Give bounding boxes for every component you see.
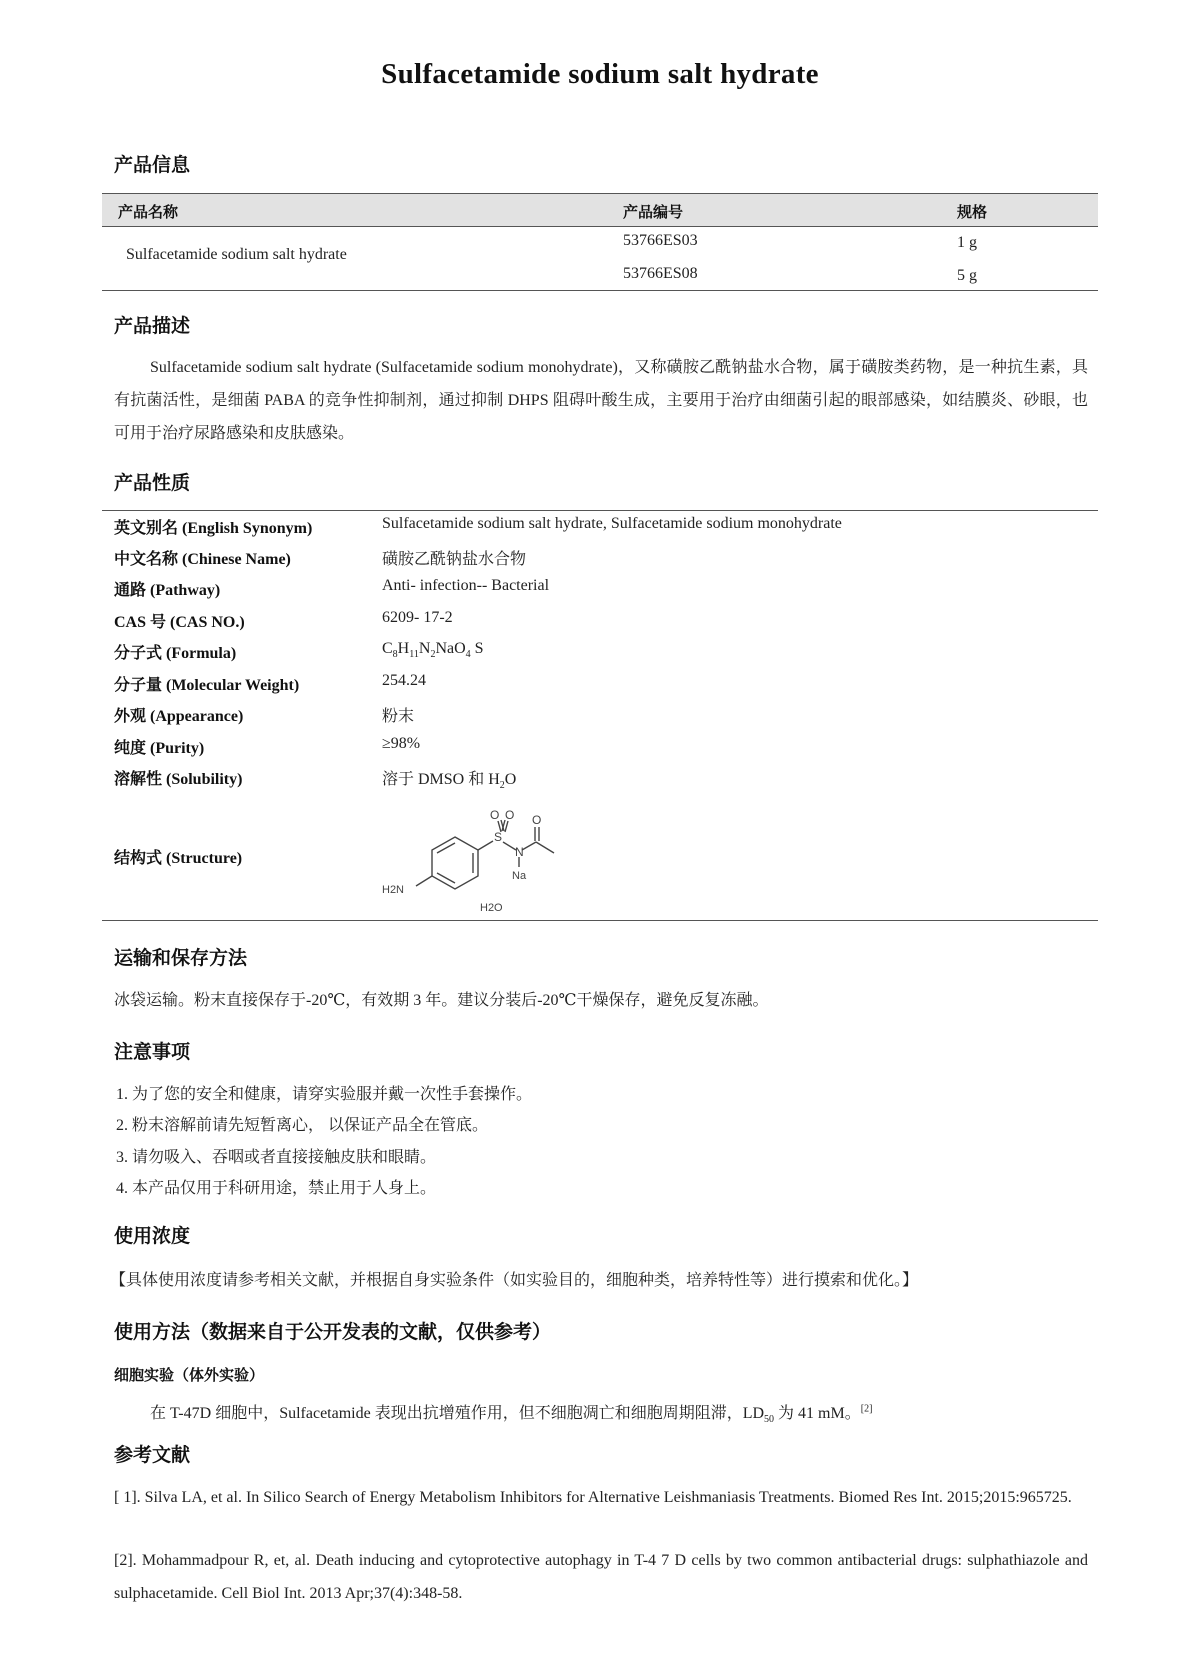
- product-code-cell: 53766ES08: [623, 265, 698, 282]
- property-label: 纯度 (Purity): [114, 740, 205, 757]
- formula-value: $C_8H_{11}N_2NaO_4$ S: [382, 640, 484, 661]
- property-label: CAS 号 (CAS NO.): [114, 614, 245, 631]
- property-row: [114, 845, 1094, 873]
- property-label: 中文名称 (Chinese Name): [114, 551, 291, 568]
- solubility-value: 溶于 DMSO 和 $H_2O$: [382, 771, 517, 792]
- heading-notes: 注意事项: [114, 1041, 191, 1063]
- oxygen-label: O: [505, 808, 515, 822]
- product-size-cell: 5 g: [957, 267, 977, 284]
- reference-item: [ 1]. Silva LA, et al. In Silico Search of Energy Metabolism Inhibitors for Alternative Leishmaniasis Treatments. Biomed Res Int. 2015;2015:965725.: [114, 1489, 1072, 1506]
- property-label: 溶解性 (Solubility): [114, 771, 243, 788]
- property-label: 英文别名 (English Synonym): [114, 520, 313, 537]
- concentration-text: 【具体使用浓度请参考相关文献，并根据自身实验条件（如实验目的，细胞种类，培养特性等）进行摸索和优化。】: [110, 1272, 919, 1289]
- heading-properties: 产品性质: [114, 472, 191, 494]
- product-code-cell: 53766ES03: [623, 232, 698, 249]
- product-name-cell: Sulfacetamide sodium salt hydrate: [126, 246, 347, 263]
- property-row: [114, 703, 1094, 731]
- heading-method: 使用方法（数据来自于公开发表的文献，仅供参考）: [114, 1321, 552, 1343]
- property-row: [114, 640, 1094, 668]
- note-item: 3. 请勿吸入、吞咽或者直接接触皮肤和眼睛。: [116, 1149, 437, 1166]
- property-row: [114, 546, 1094, 574]
- storage-text: 冰袋运输。粉末直接保存于-20℃，有效期 3 年。建议分装后-20℃干燥保存，避免反复冻融。: [114, 992, 769, 1009]
- heading-description: 产品描述: [114, 315, 191, 337]
- note-item: 1. 为了您的安全和健康，请穿实验服并戴一次性手套操作。: [116, 1086, 533, 1103]
- amine-label: H2N: [382, 884, 405, 896]
- property-row: [114, 609, 1094, 637]
- sulfur-label: S: [494, 830, 503, 844]
- property-value: 6209- 17-2: [382, 609, 453, 626]
- product-size-cell: 1 g: [957, 234, 977, 251]
- property-row: [114, 577, 1094, 605]
- chemical-structure: [370, 795, 580, 915]
- table-bottom-rule: [102, 290, 1098, 291]
- heading-references: 参考文献: [114, 1444, 191, 1466]
- property-value: 粉末: [382, 708, 415, 725]
- nitrogen-label: N: [515, 845, 524, 859]
- property-row: [114, 515, 1094, 543]
- property-value: Sulfacetamide sodium salt hydrate, Sulfacetamide sodium monohydrate: [382, 515, 842, 532]
- water-label: H2O: [480, 902, 503, 914]
- reference-item: [2]. Mohammadpour R, et, al. Death inducing and cytoprotective autophagy in T-4 7 D cells by two common antibacterial drugs: sulphathiazole and sulphacetamide. Cell Biol Int. 2013 Apr;37(4):348-58.: [114, 1552, 1088, 1602]
- method-text: 在 T-47D 细胞中，Sulfacetamide 表现出抗增殖作用，但不细胞凋亡和细胞周期阻滞，$LD_{50}$ 为 41 mM。[2]: [150, 1403, 873, 1426]
- column-product-name: 产品名称: [118, 203, 179, 221]
- property-value: ≥98%: [382, 735, 421, 752]
- property-row: [114, 672, 1094, 700]
- property-row: [114, 735, 1094, 763]
- heading-product-info: 产品信息: [114, 154, 191, 176]
- description-paragraph: Sulfacetamide sodium salt hydrate (Sulfacetamide sodium monohydrate)，又称磺胺乙酰钠盐水合物，属于磺胺类药物，是一种抗生素，具有抗菌活性，是细菌 PABA 的竞争性抑制剂，通过抑制 DHPS 阻碍叶酸生成，主要用于治疗由细菌引起的眼部感染，如结膜炎、砂眼，也可用于治疗尿路感染和皮肤感染。: [114, 359, 1088, 442]
- property-value: 254.24: [382, 672, 426, 689]
- note-item: 4. 本产品仅用于科研用途，禁止用于人身上。: [116, 1180, 437, 1197]
- heading-storage: 运输和保存方法: [114, 947, 248, 969]
- column-product-code: 产品编号: [623, 203, 684, 221]
- product-table-header: [102, 193, 1098, 227]
- properties-bottom-rule: [102, 920, 1098, 921]
- property-label: 通路 (Pathway): [114, 582, 221, 599]
- properties-top-rule: [102, 510, 1098, 511]
- oxygen-label: O: [490, 808, 500, 822]
- property-value: 磺胺乙酰钠盐水合物: [382, 551, 527, 568]
- property-label: 分子式 (Formula): [114, 645, 237, 662]
- property-value: Anti- infection-- Bacterial: [382, 577, 550, 594]
- note-item: 2. 粉末溶解前请先短暂离心， 以保证产品全在管底。: [116, 1117, 489, 1134]
- property-label: 分子量 (Molecular Weight): [114, 677, 300, 694]
- heading-concentration: 使用浓度: [114, 1225, 191, 1247]
- column-spec: 规格: [957, 203, 988, 221]
- sodium-label: Na: [512, 870, 527, 882]
- document-title: Sulfacetamide sodium salt hydrate: [381, 58, 819, 90]
- oxygen-label: O: [532, 813, 542, 827]
- subheading-cell-experiment: 细胞实验（体外实验）: [114, 1366, 265, 1384]
- property-label: 结构式 (Structure): [114, 850, 243, 867]
- property-label: 外观 (Appearance): [114, 708, 244, 725]
- property-row: [114, 766, 1094, 794]
